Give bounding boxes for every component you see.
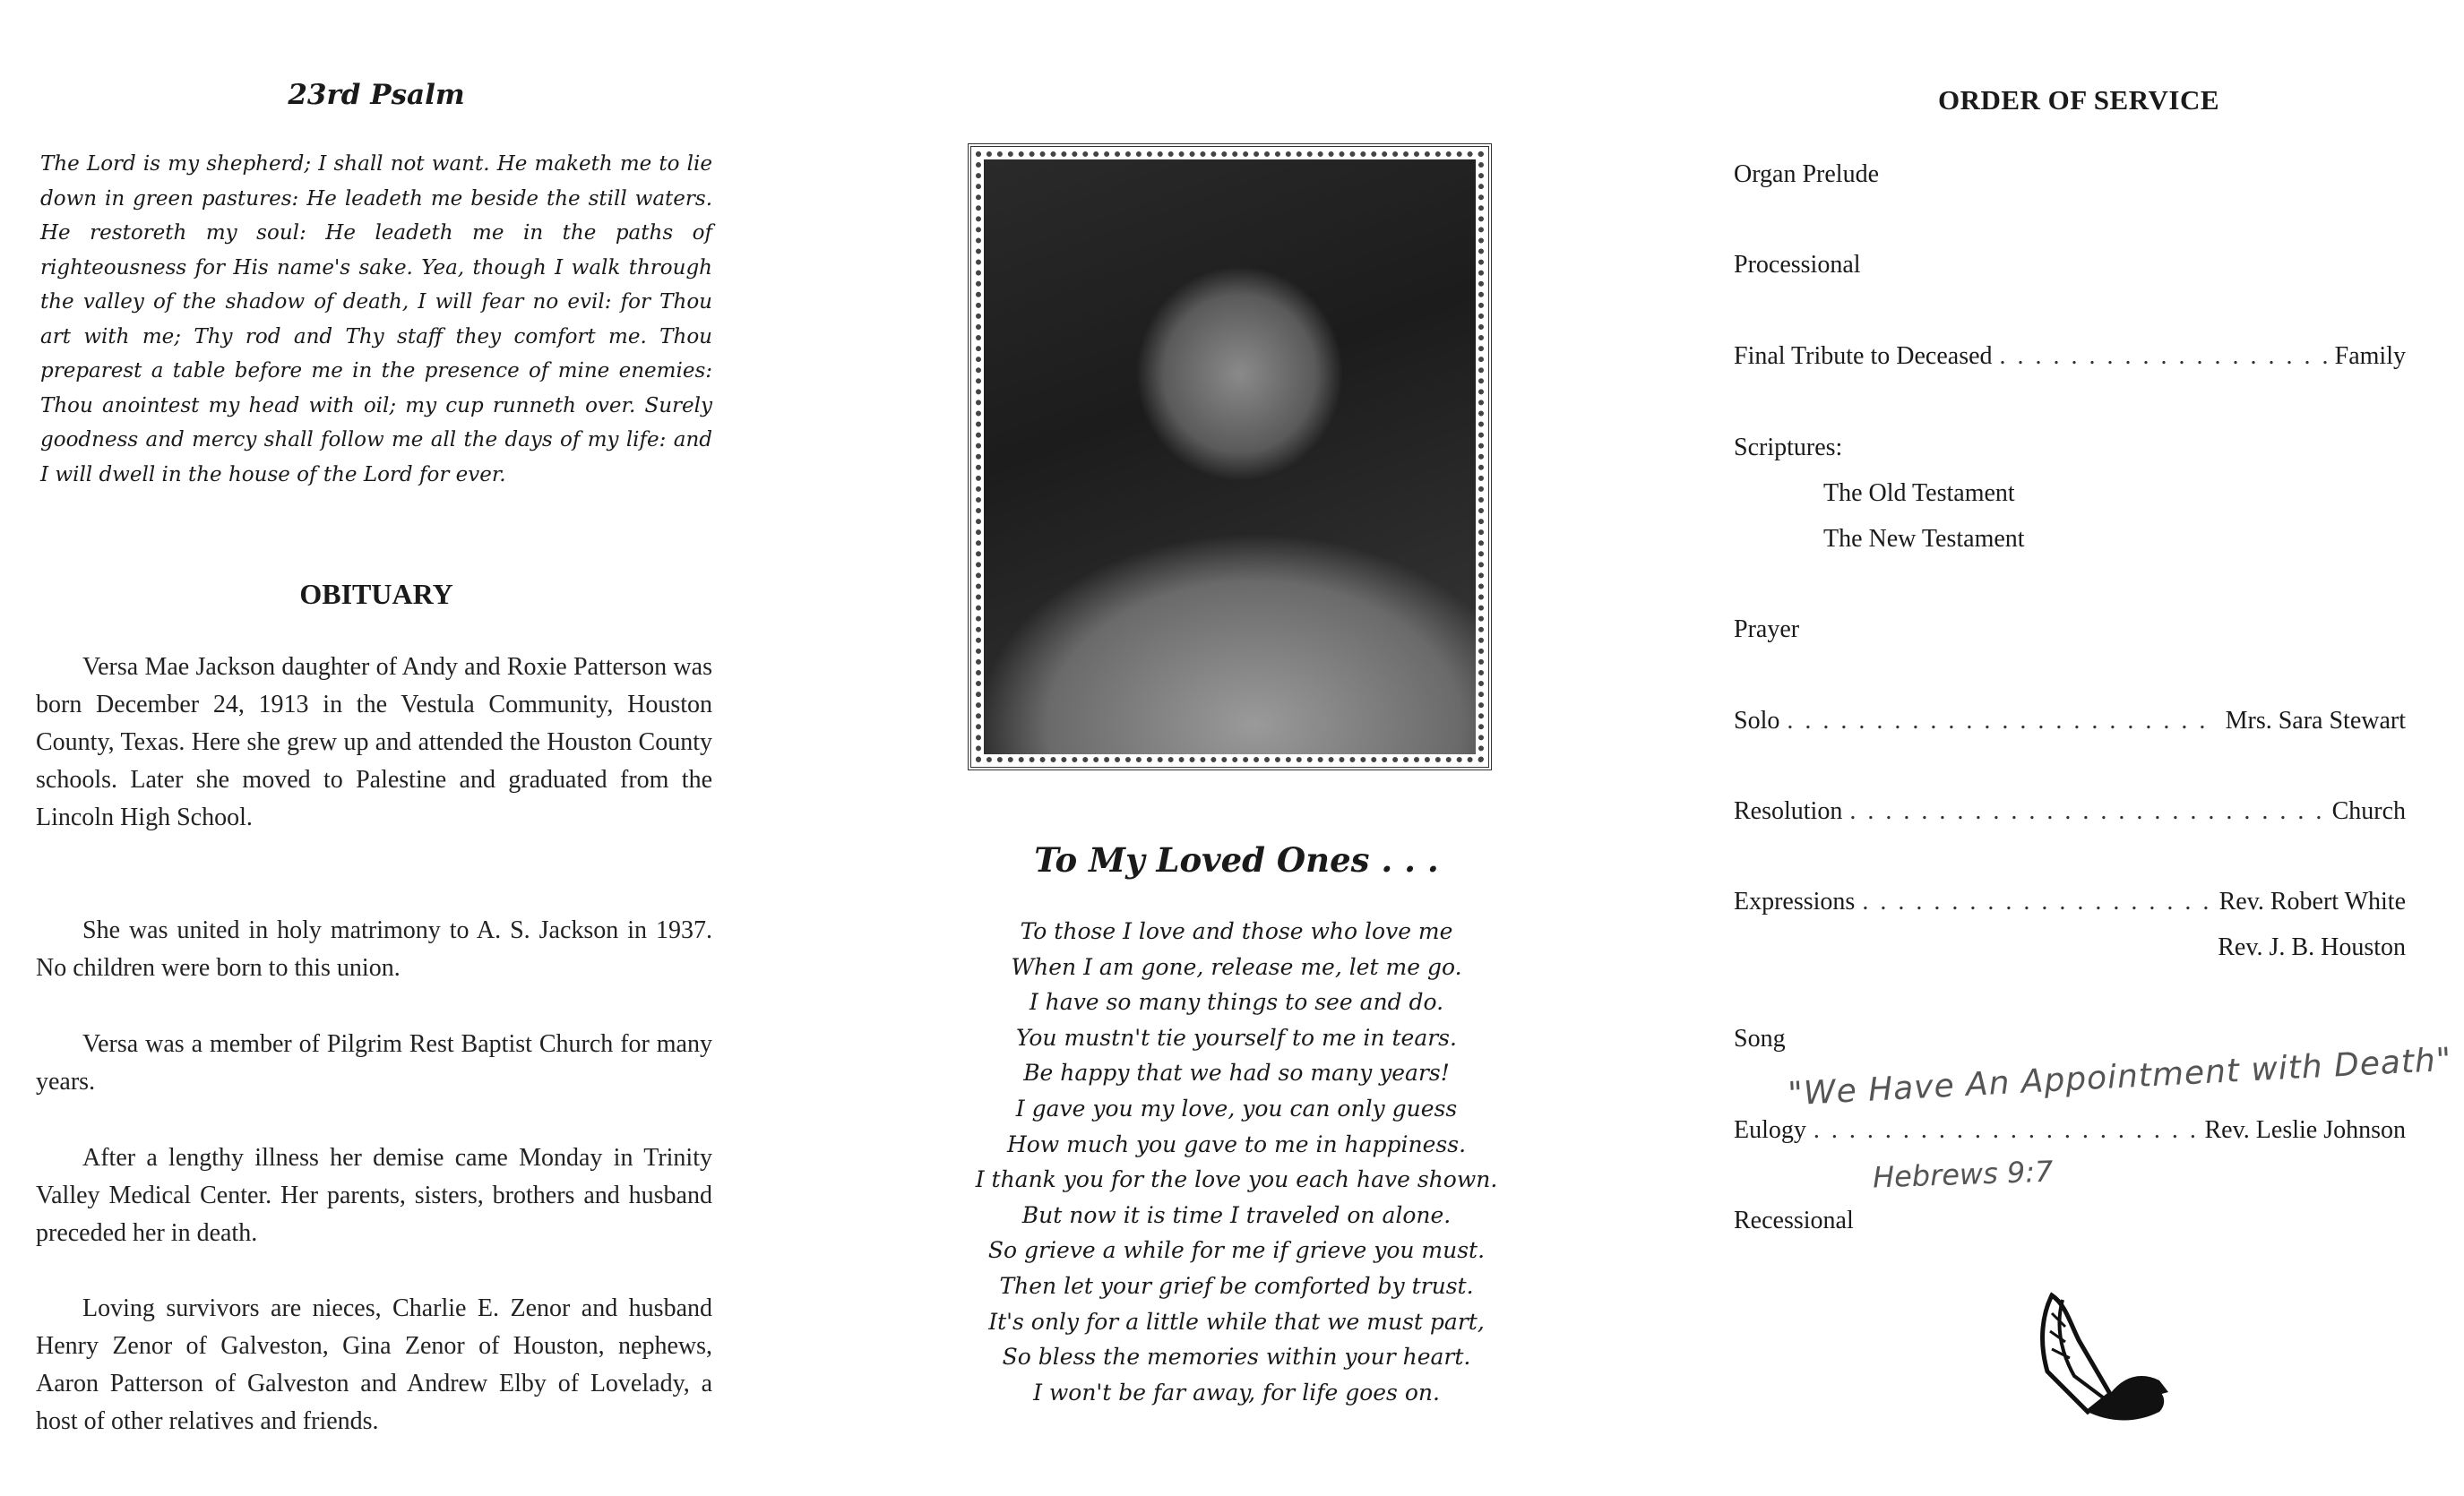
service-item-expressions [1734,884,2406,920]
portrait-photo [984,159,1476,754]
order-of-service-title: ORDER OF SERVICE [1937,84,2220,116]
poem-line: How much you gave to me in happiness. [1006,1131,1467,1157]
psalm-text: The Lord is my shepherd; I shall not want. He maketh me to lie down in green pastures: He leadeth me beside the still waters. He restoreth my soul: He leadeth me in the paths of righteousness for His name's sake. Yea, though I walk through the valley of the shadow of death, I will fear no evil: for Thou art with me; Thy rod and Thy staff they comfort me. Thou preparest a table before me in the presence of mine enemies: Thou anointest my head with oil; my cup runneth over. Surely goodness and mercy shall follow me all the days of my life: and I will dwell in the house of the Lord for ever. [40,152,712,486]
service-item-scriptures [1734,430,2406,466]
service-item-processional [1734,247,2406,283]
service-item-label: Final Tribute to Deceased [1734,342,1993,370]
service-item-value: Rev. J. B. Houston [2218,933,2406,961]
service-item-value: Mrs. Sara Stewart [2225,707,2406,735]
handwritten-song-title: "We Have An Appointment with Death" [1787,1041,2453,1113]
service-item-value: Rev. Robert White [2218,888,2406,916]
obituary-paragraph [36,1139,712,1252]
poem-line: So bless the memories within your heart. [1002,1344,1471,1371]
right-panel [1734,0,2453,1496]
service-item-old-testament [1823,476,2406,512]
obituary-paragraph-text: Versa was a member of Pilgrim Rest Baptist Church for many years. [36,1030,712,1096]
service-item-organ-prelude [1734,157,2406,193]
obituary-paragraph [36,1290,712,1440]
service-item-recessional [1734,1203,2406,1239]
poem-line: Then let your grief be comforted by trust. [999,1272,1474,1299]
service-item-label: The New Testament [1823,525,2025,553]
service-item-label: Processional [1734,251,1861,279]
poem-line: I won't be far away, for life goes on. [1033,1379,1440,1406]
obituary-paragraph-text: After a lengthy illness her demise came Monday in Trinity Valley Medical Center. Her parents, sisters, brothers and husband preceded her in death. [36,1144,712,1247]
service-item-prayer [1734,612,2406,648]
obituary-title: OBITUARY [299,578,453,610]
poem-line: I thank you for the love you each have shown. [975,1166,1498,1193]
service-item-expressions-second [1734,930,2406,966]
dot-leader [1849,794,2324,830]
poem-line: Be happy that we had so many years! [1023,1060,1450,1087]
service-item-resolution [1734,794,2406,830]
service-item-label: Solo [1734,707,1780,735]
poem-line: To those I love and those who love me [1020,918,1453,944]
praying-hands-icon [2025,1286,2177,1430]
obituary-paragraph [36,649,712,837]
service-item-label: The Old Testament [1823,479,2015,507]
service-item-new-testament [1823,521,2406,557]
service-item-label: Organ Prelude [1734,160,1879,188]
dot-leader [2000,339,2328,374]
left-panel [36,0,717,1496]
service-item-value: Family [2334,342,2406,370]
obituary-paragraph [36,912,712,987]
dot-leader [1862,884,2211,920]
dot-leader [1787,703,2218,739]
poem-line: When I am gone, release me, let me go. [1011,953,1462,980]
service-item-label: Eulogy [1734,1116,1806,1144]
poem-lines [923,914,1550,1410]
obituary-paragraph-text: She was united in holy matrimony to A. S. Jackson in 1937. No children were born to this union. [36,916,712,982]
obituary-paragraph [36,1026,712,1101]
service-item-label: Expressions [1734,888,1856,916]
service-item-solo [1734,703,2406,739]
service-item-eulogy [1734,1113,2406,1148]
service-item-label: Recessional [1734,1207,1854,1234]
service-item-label: Song [1734,1025,1786,1053]
poem-line: I have so many things to see and do. [1029,989,1444,1016]
obituary-paragraph-text: Versa Mae Jackson daughter of Andy and Roxie Patterson was born December 24, 1913 in the Vestula Community, Houston County, Texas. Here she grew up and attended the Houston County schools. Later she moved to Palestine and graduated from the Lincoln High School. [36,653,712,831]
poem-line: So grieve a while for me if grieve you must. [987,1237,1486,1264]
poem-line: I gave you my love, you can only guess [1015,1095,1458,1122]
poem-line: But now it is time I traveled on alone. [1021,1201,1452,1228]
service-item-label: Prayer [1734,615,1800,643]
psalm-title: 23rd Psalm [288,79,465,111]
service-item-value: Church [2331,797,2406,825]
middle-panel [923,0,1550,1496]
portrait-frame [968,143,1492,770]
obituary-paragraph-text: Loving survivors are nieces, Charlie E. Zenor and husband Henry Zenor of Galveston, Gina Zenor of Houston, nephews, Aaron Patterson of Galveston and Andrew Elby of Lovelady, a host of other relatives and friends. [36,1294,712,1435]
service-item-label: Resolution [1734,797,1843,825]
handwritten-scripture-reference: Hebrews 9:7 [1872,1154,2055,1195]
poem-title: To My Loved Ones . . . [1034,840,1439,880]
poem-line: It's only for a little while that we must part, [988,1308,1485,1335]
dot-leader [1814,1113,2198,1148]
service-item-value: Rev. Leslie Johnson [2204,1116,2406,1144]
service-item-label: Scriptures: [1734,434,1843,461]
poem-line: You mustn't tie yourself to me in tears. [1016,1024,1457,1051]
service-item-final-tribute [1734,339,2406,374]
